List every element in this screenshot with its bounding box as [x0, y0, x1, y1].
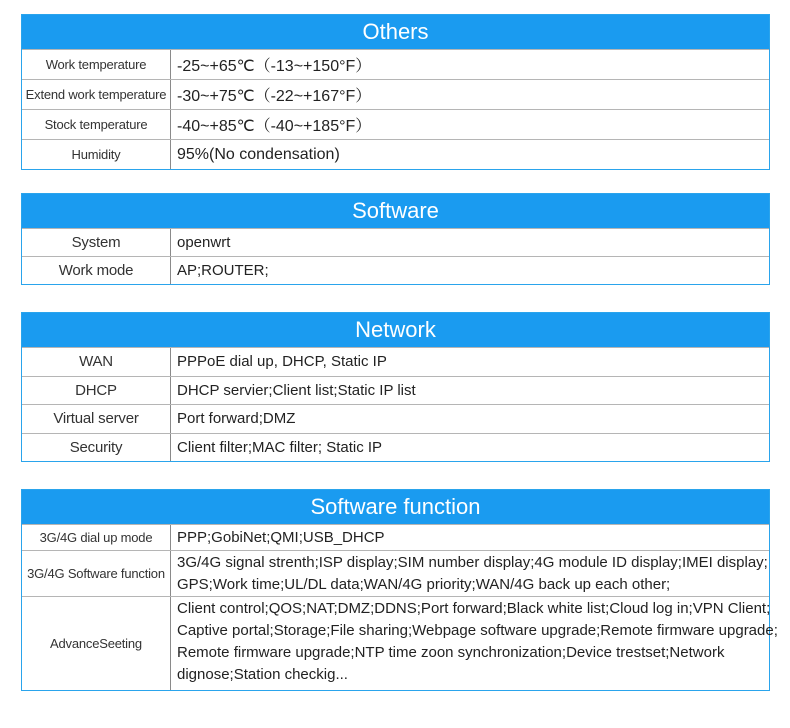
row-value: Port forward;DMZ	[177, 410, 296, 428]
table-row	[22, 433, 769, 462]
software-function-title: Software function	[22, 490, 769, 524]
row-value: -40~+85℃（-40~+185°F）	[177, 118, 372, 135]
row-label: Work mode	[22, 257, 171, 284]
row-label: Security	[22, 434, 171, 462]
row-value: -30~+75℃（-22~+167°F）	[177, 88, 372, 105]
software-table	[21, 193, 770, 285]
others-table	[21, 14, 770, 170]
row-label: 3G/4G dial up mode	[22, 525, 171, 550]
row-label: Humidity	[22, 140, 171, 169]
table-row	[22, 596, 778, 690]
row-value: Client filter;MAC filter; Static IP	[177, 438, 383, 456]
row-value: -25~+65℃（-13~+150°F）	[177, 58, 372, 75]
table-row	[22, 404, 769, 433]
row-label: Stock temperature	[22, 110, 171, 139]
network-table	[21, 312, 770, 462]
table-row	[22, 79, 769, 109]
value-line: Remote firmware upgrade;NTP time zoon synchronization;Device trestset;Network	[177, 644, 725, 661]
value-line: 3G/4G signal strenth;ISP display;SIM number display;4G module ID display;IMEI display;	[177, 554, 768, 571]
others-title: Others	[22, 15, 769, 49]
table-row	[22, 550, 769, 596]
table-row	[22, 139, 769, 169]
row-label: Work temperature	[22, 50, 171, 79]
row-label: Extend work temperature	[22, 80, 171, 109]
row-value: 95%(No condensation)	[177, 145, 340, 163]
row-label: System	[22, 229, 171, 256]
row-label: Virtual server	[22, 405, 171, 433]
software-title: Software	[22, 194, 769, 228]
table-row	[22, 109, 769, 139]
row-label: 3G/4G Software function	[22, 551, 171, 596]
table-row	[22, 228, 769, 256]
row-value: PPPoE dial up, DHCP, Static IP	[177, 353, 387, 371]
value-line: GPS;Work time;UL/DL data;WAN/4G priority;WAN/4G back up each other;	[177, 576, 671, 593]
table-row	[22, 347, 769, 376]
value-line: Client control;QOS;NAT;DMZ;DDNS;Port forward;Black white list;Cloud log in;VPN Client;	[177, 600, 771, 617]
table-row	[22, 49, 769, 79]
row-value	[171, 551, 769, 596]
row-value: openwrt	[177, 234, 231, 251]
row-value: PPP;GobiNet;QMI;USB_DHCP	[177, 529, 385, 546]
row-label: WAN	[22, 348, 171, 376]
row-label: DHCP	[22, 377, 171, 405]
row-label: AdvanceSeeting	[22, 597, 171, 690]
table-row	[22, 256, 769, 284]
row-value: AP;ROUTER;	[177, 262, 269, 279]
table-row	[22, 376, 769, 405]
table-row	[22, 524, 769, 550]
row-value	[171, 597, 778, 690]
value-line: dignose;Station checkig...	[177, 666, 348, 683]
network-title: Network	[22, 313, 769, 347]
row-value: DHCP servier;Client list;Static IP list	[177, 381, 416, 399]
software-function-table	[21, 489, 778, 691]
value-line: Captive portal;Storage;File sharing;Webpage software upgrade;Remote firmware upgrade;	[177, 622, 778, 639]
